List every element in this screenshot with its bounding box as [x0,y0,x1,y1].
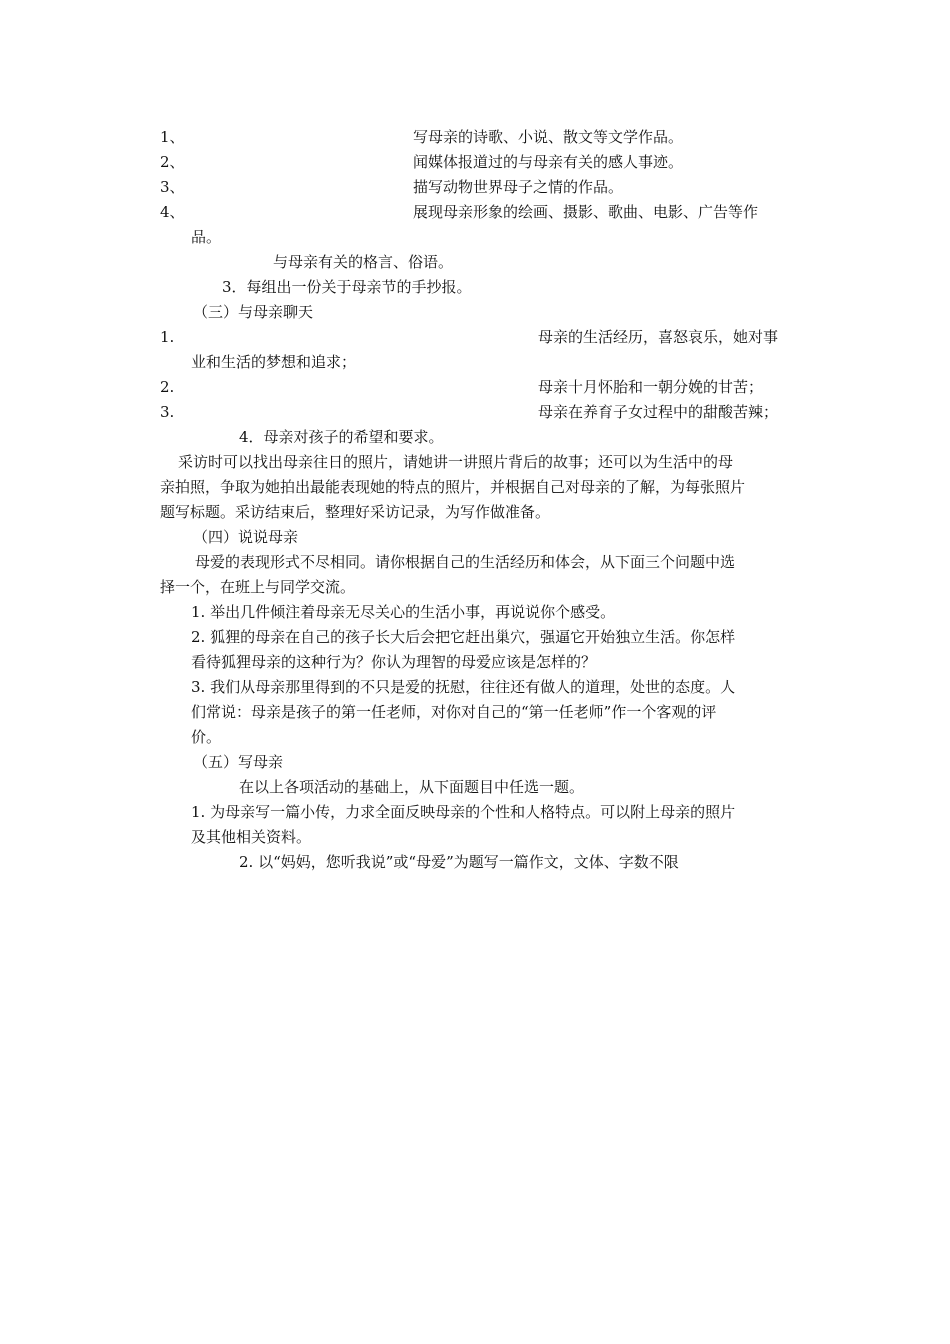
paragraph-line: 采访时可以找出母亲往日的照片，请她讲一讲照片背后的故事；还可以为生活中的母 [178,453,734,471]
question-item: 1. 举出几件倾注着母亲无尽关心的生活小事，再说说你个感受。 [191,603,616,621]
list-item: 展现母亲形象的绘画、摄影、歌曲、电影、广告等作 [413,203,759,221]
question-item-continuation: 价。 [191,728,222,746]
list-number: 1. [160,328,175,346]
paragraph-line: 母爱的表现形式不尽相同。请你根据自己的生活经历和体会，从下面三个问题中选 [195,553,736,571]
list-item-continuation: 业和生活的梦想和追求； [191,353,357,371]
topic-item: 1. 为母亲写一篇小传，力求全面反映母亲的个性和人格特点。可以附上母亲的照片 [191,803,736,821]
list-number: 3、 [160,178,185,196]
paragraph-line: 在以上各项活动的基础上，从下面题目中任选一题。 [239,778,585,796]
list-item: 母亲的生活经历，喜怒哀乐，她对事 [538,328,779,346]
list-item: 母亲十月怀胎和一朝分娩的甘苦； [538,378,764,396]
topic-item: 2. 以“妈妈，您听我说”或“母爱”为题写一篇作文，文体、字数不限 [239,853,679,871]
paragraph-line: 亲拍照，争取为她拍出最能表现她的特点的照片，并根据自己对母亲的了解，为每张照片 [160,478,746,496]
section-heading: （四）说说母亲 [193,528,299,546]
list-item: 描写动物世界母子之情的作品。 [413,178,624,196]
section-heading: （五）写母亲 [193,753,284,771]
list-number: 1、 [160,128,185,146]
list-item: 4．母亲对孩子的希望和要求。 [239,428,444,446]
list-number: 2. [160,378,175,396]
list-number: 2、 [160,153,185,171]
question-item-continuation: 看待狐狸母亲的这种行为？你认为理智的母爱应该是怎样的？ [191,653,597,671]
section-heading: （三）与母亲聊天 [193,303,314,321]
question-item: 2. 狐狸的母亲在自己的孩子长大后会把它赶出巢穴，强逼它开始独立生活。你怎样 [191,628,736,646]
list-item: 3．每组出一份关于母亲节的手抄报。 [222,278,472,296]
list-item-continuation: 品。 [191,228,222,246]
question-item: 3. 我们从母亲那里得到的不只是爱的抚慰，往往还有做人的道理，处世的态度。人 [191,678,736,696]
list-item: 写母亲的诗歌、小说、散文等文学作品。 [413,128,684,146]
question-item-continuation: 们常说：母亲是孩子的第一任老师，对你对自己的“第一任老师”作一个客观的评 [191,703,717,721]
list-number: 3. [160,403,175,421]
list-item: 母亲在养育子女过程中的甜酸苦辣； [538,403,779,421]
list-item: 闻媒体报道过的与母亲有关的感人事迹。 [413,153,684,171]
topic-item-continuation: 及其他相关资料。 [191,828,312,846]
paragraph-line: 题写标题。采访结束后，整理好采访记录，为写作做准备。 [160,503,551,521]
list-number: 4、 [160,203,185,221]
paragraph-line: 择一个，在班上与同学交流。 [160,578,356,596]
list-item: 与母亲有关的格言、俗语。 [273,253,454,271]
